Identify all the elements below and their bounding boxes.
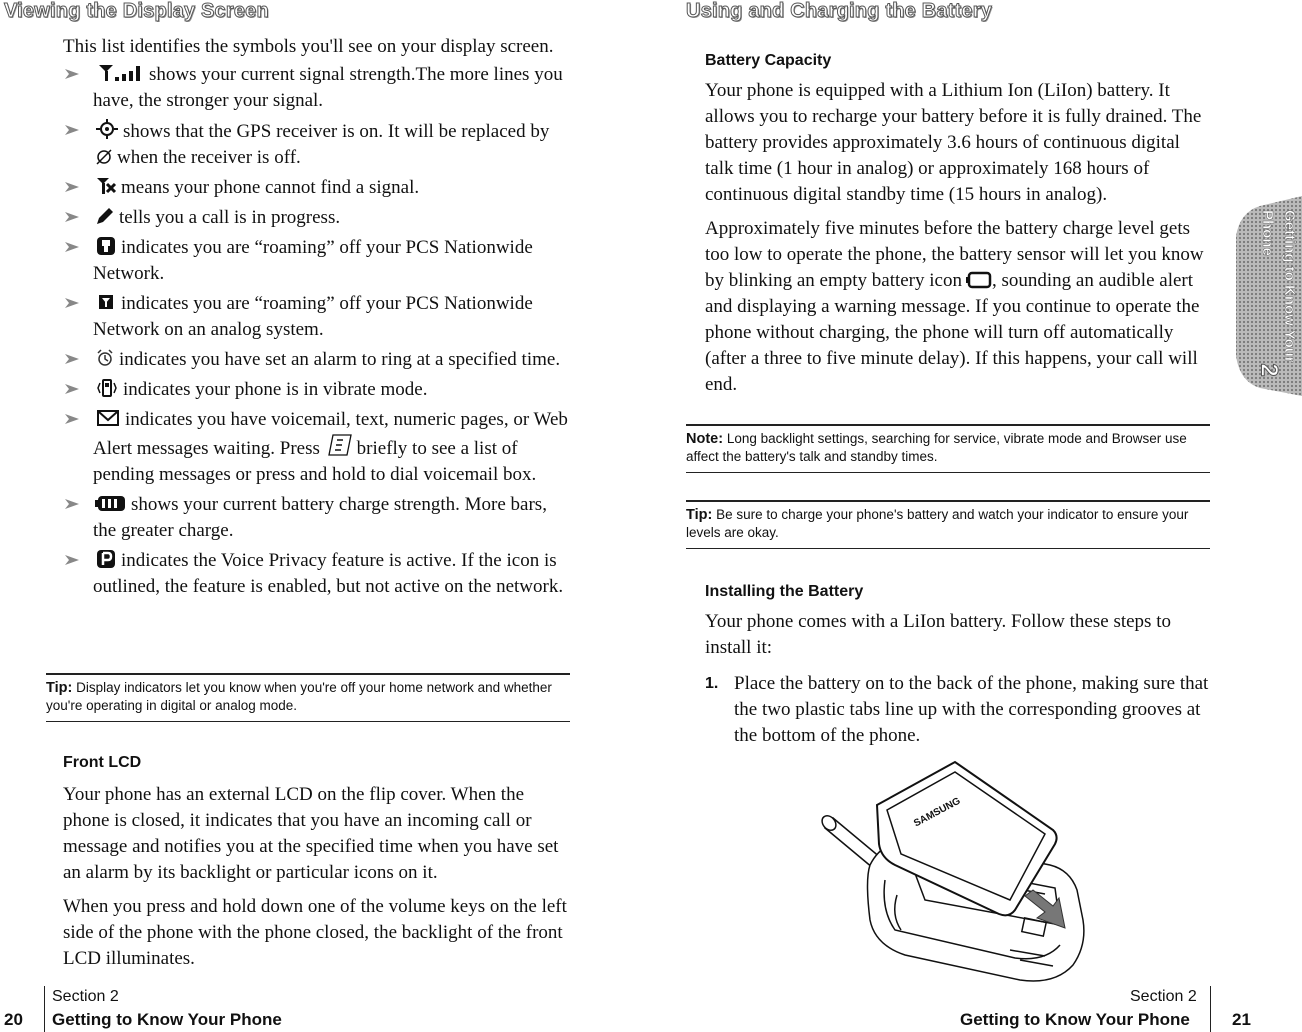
side-tab-number: 2 [1255, 363, 1283, 377]
bullet-arrow-icon [65, 297, 83, 309]
bullet-text: indicates the Voice Privacy feature is active. If the icon is outlined, the feature is enabled, but not active on the network. [93, 550, 564, 597]
battery-full-icon [95, 493, 127, 513]
battery-capacity-paragraph-2 [705, 216, 1210, 398]
left-footer-title: Getting to Know Your Phone [52, 1010, 282, 1029]
battery-paragraph-part-a: Approximately five minutes before the battery charge level gets too low to operate the phone, the battery sensor will let you know by blinking an empty battery icon [705, 218, 1204, 291]
bullet-arrow-icon [65, 554, 83, 566]
list-item [65, 235, 573, 287]
tip-label: Tip: [686, 507, 713, 523]
note-label: Note: [686, 431, 724, 447]
empty-battery-icon [966, 271, 992, 289]
list-item [65, 377, 573, 403]
gps-off-icon [95, 148, 113, 166]
bullet-arrow-icon [65, 413, 83, 425]
left-tip-box [46, 673, 570, 722]
bullet-text: indicates you are “roaming” off your PCS Nationwide Network on an analog system. [93, 293, 533, 340]
call-in-progress-icon [95, 206, 115, 226]
bullet-text: indicates you have voicemail, text, numeric pages, or Web Alert messages waiting. Press [93, 409, 568, 459]
tip-label: Tip: [46, 680, 73, 696]
bullet-arrow-icon [65, 181, 83, 193]
bullet-arrow-icon [65, 211, 83, 223]
alarm-icon [95, 348, 115, 368]
list-item [65, 62, 573, 114]
list-item [65, 118, 573, 171]
list-item [65, 548, 573, 600]
message-icon [95, 408, 121, 428]
front-lcd-title: Front LCD [63, 754, 142, 771]
battery-capacity-body [705, 78, 1210, 406]
bullet-text-2: when the receiver is off. [117, 147, 301, 168]
vibrate-icon [95, 378, 119, 398]
battery-paragraph-part-b: , sounding an audible alert and displaying a warning message. If you continue to operate the phone without charging, the phone will turn off automatically (after a three to five minute delay). If this happens, your call will end. [705, 270, 1200, 395]
list-item [65, 205, 573, 231]
left-footer-divider [44, 986, 45, 1032]
bullet-arrow-icon [65, 241, 83, 253]
analog-roaming-icon [95, 292, 117, 312]
gps-on-icon [95, 118, 119, 140]
side-tab-label: Getting to Know Your Phone [1259, 210, 1298, 363]
right-footer-divider [1210, 986, 1211, 1032]
bullet-text: means your phone cannot find a signal. [121, 177, 420, 198]
battery-brand-label: SAMSUNG [912, 795, 963, 830]
bullet-text: indicates you are “roaming” off your PCS Nationwide Network. [93, 237, 533, 284]
display-intro: This list identifies the symbols you'll see on your display screen. [63, 36, 554, 57]
list-item [65, 347, 573, 373]
right-footer-section: Section 2 [1130, 988, 1197, 1005]
front-lcd-paragraph-2: When you press and hold down one of the volume keys on the left side of the phone with the phone closed, the backlight of the front LCD illuminates. [63, 896, 567, 969]
right-page-number: 21 [1232, 1010, 1251, 1029]
right-footer-title: Getting to Know Your Phone [960, 1010, 1190, 1029]
bullet-text: indicates your phone is in vibrate mode. [123, 379, 428, 400]
list-item [65, 291, 573, 343]
installing-intro: Your phone comes with a LiIon battery. Follow these steps to install it: [705, 611, 1171, 658]
right-page-heading: Using and Charging the Battery [686, 0, 993, 22]
bullet-arrow-icon [65, 498, 83, 510]
left-page-heading: Viewing the Display Screen [4, 0, 269, 22]
voicemail-key-icon [327, 433, 353, 457]
installing-battery-title: Installing the Battery [705, 583, 864, 600]
battery-installation-illustration [815, 760, 1095, 985]
list-item [65, 407, 573, 488]
display-symbol-list [65, 62, 573, 604]
battery-capacity-paragraph-1: Your phone is equipped with a Lithium Ion (LiIon) battery. It allows you to recharge your battery before it is fully drained. The battery provides approximately 3.6 hours of continuous digital talk time (1 hour in analog) or approximately 168 hours of continuous digital standby time (15 hours in analog). [705, 80, 1202, 205]
battery-capacity-title: Battery Capacity [705, 52, 832, 69]
right-tip-box [686, 500, 1210, 549]
bullet-text-2: briefly to see a list of pending messages or press and hold to dial voicemail box. [93, 438, 537, 485]
step-text: Place the battery on to the back of the phone, making sure that the two plastic tabs line up with the corresponding grooves at the bottom of the phone. [734, 673, 1209, 746]
voice-privacy-icon [95, 549, 117, 569]
note-box [686, 424, 1210, 473]
bullet-text: shows your current signal strength.The more lines you have, the stronger your signal. [93, 64, 563, 111]
bullet-arrow-icon [65, 124, 83, 136]
front-lcd-paragraph-1: Your phone has an external LCD on the flip cover. When the phone is closed, it indicates that you have an incoming call or message and notifies you at the specified time when you have set an alarm by its backlight or particular icons on it. [63, 784, 559, 883]
list-item [65, 492, 573, 544]
no-signal-icon [95, 176, 117, 196]
bullet-arrow-icon [65, 353, 83, 365]
step-number: 1. [705, 675, 719, 692]
roaming-icon [95, 236, 117, 256]
bullet-text: shows that the GPS receiver is on. It will be replaced by [123, 121, 550, 142]
bullet-text: tells you a call is in progress. [119, 207, 341, 228]
bullet-text: indicates you have set an alarm to ring at a specified time. [119, 349, 561, 370]
bullet-text: shows your current battery charge strength. More bars, the greater charge. [93, 494, 547, 541]
install-step-1 [705, 671, 1210, 749]
tip-text: Display indicators let you know when you're off your home network and whether you're operating in digital or analog mode. [46, 680, 552, 713]
tip-text: Be sure to charge your phone's battery and watch your indicator to ensure your levels are okay. [686, 507, 1189, 540]
note-text: Long backlight settings, searching for service, vibrate mode and Browser use affect the battery's talk and standby times. [686, 431, 1187, 464]
left-page-number: 20 [4, 1010, 23, 1029]
list-item [65, 175, 573, 201]
front-lcd-body [63, 782, 573, 980]
bullet-arrow-icon [65, 383, 83, 395]
bullet-arrow-icon [65, 68, 83, 80]
left-footer-section: Section 2 [52, 988, 119, 1005]
signal-strength-icon [95, 63, 145, 83]
